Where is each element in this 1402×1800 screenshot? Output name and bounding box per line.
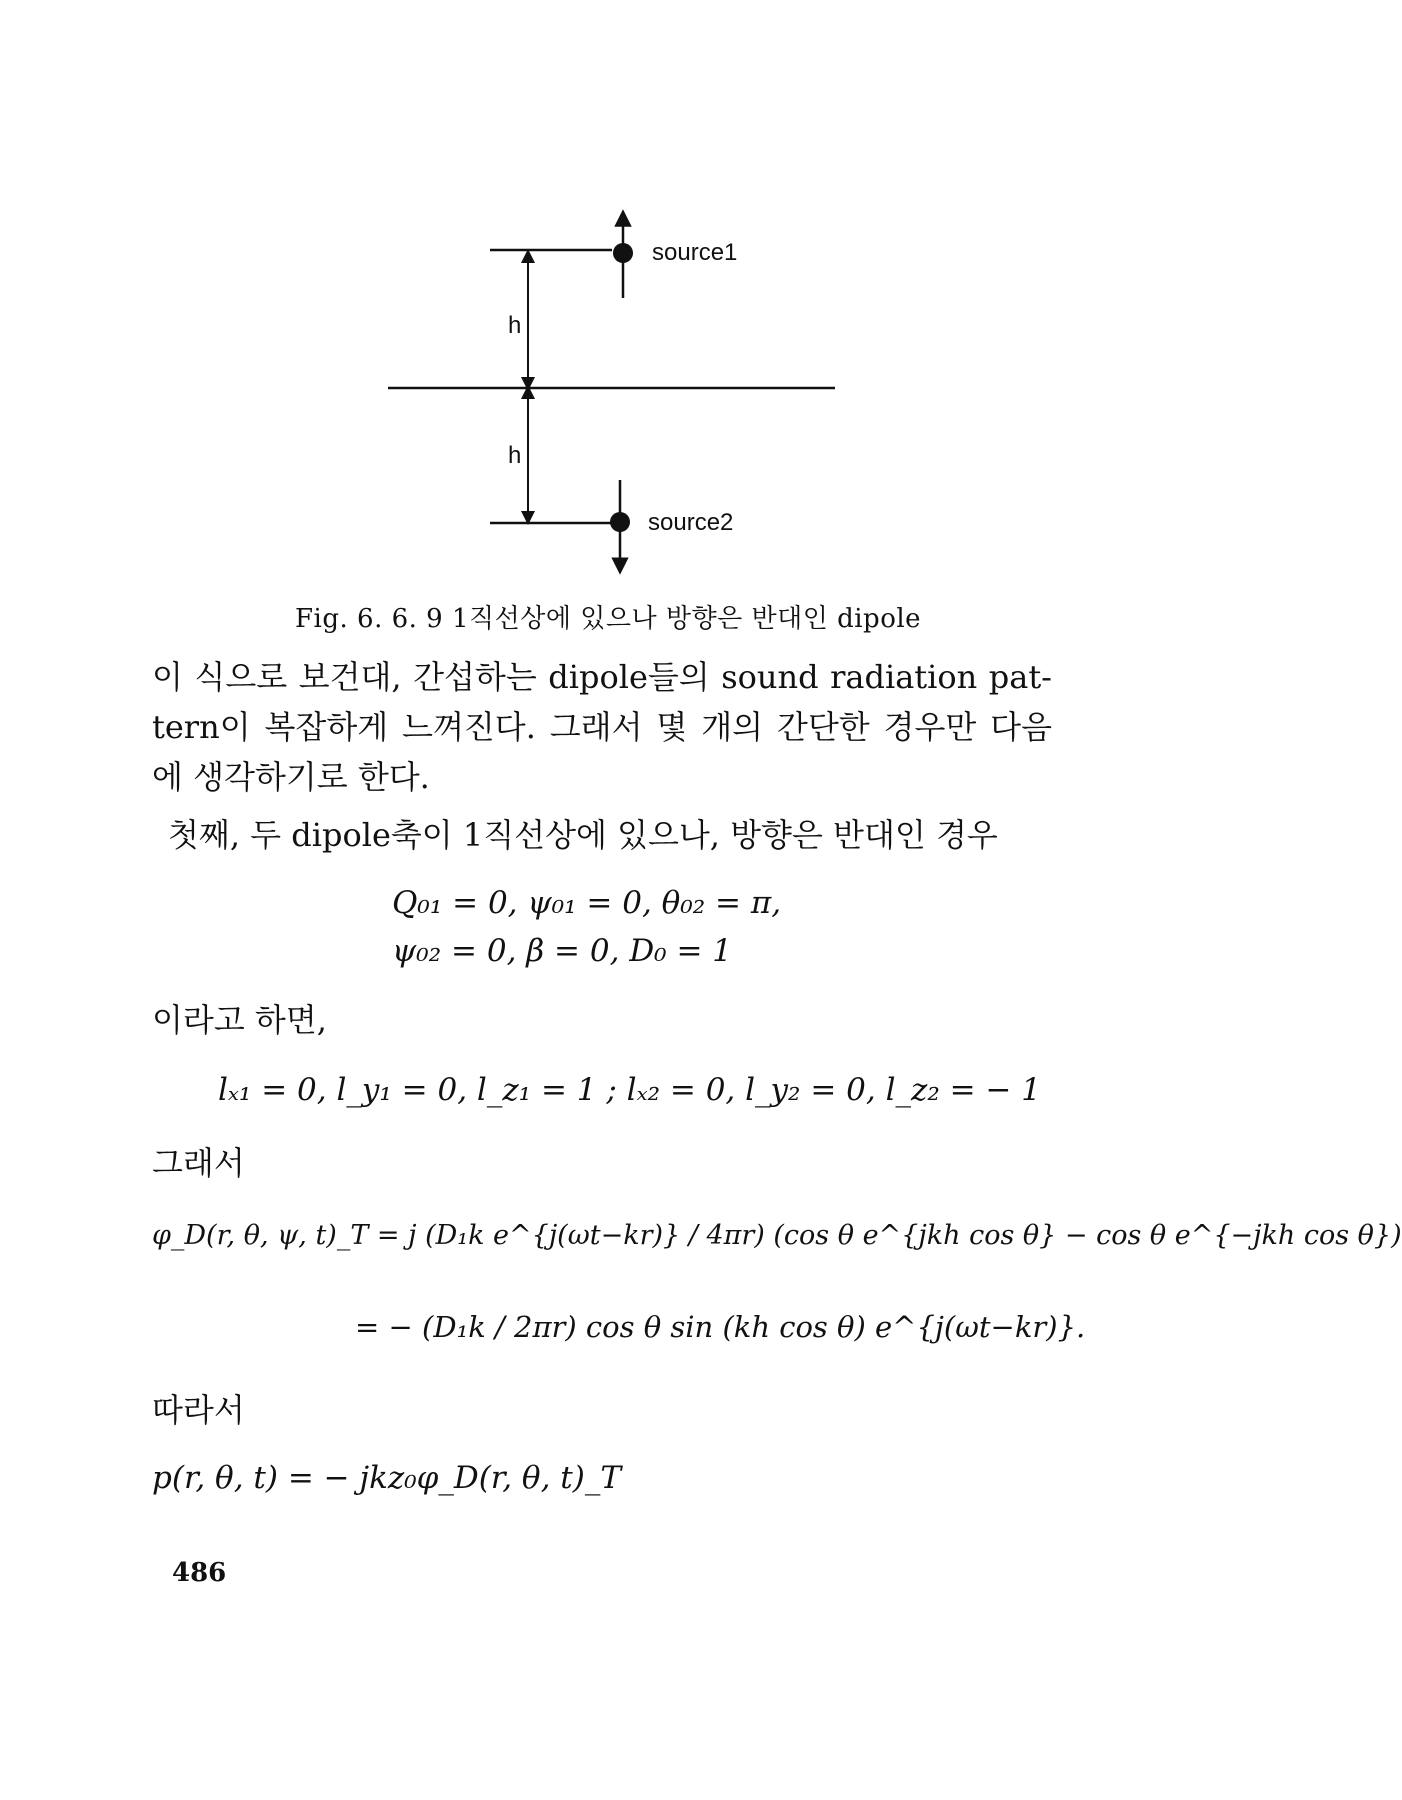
equation-direction-cosines: lₓ₁ = 0, l_y₁ = 0, l_z₁ = 1 ; lₓ₂ = 0, l_y₂ = 0, l_z₂ = − 1	[218, 1072, 1041, 1108]
source1-label: source1	[652, 239, 738, 266]
paragraph-intro-line-2: tern이 복잡하게 느껴진다. 그래서 몇 개의 간단한 경우만 다음	[152, 708, 1052, 746]
h-upper-label: h	[508, 312, 522, 339]
source2-label: source2	[648, 509, 734, 536]
equation-velocity-potential-simplified: = − (D₁k / 2πr) cos θ sin (kh cos θ) e^{j(ωt−kr)}.	[355, 1310, 1086, 1344]
dipole-figure	[0, 0, 1200, 600]
equation-parameters-line-1: Q₀₁ = 0, ψ₀₁ = 0, θ₀₂ = π,	[392, 885, 782, 921]
text-ttaraseo: 따라서	[152, 1391, 245, 1429]
text-geuraeseo: 그래서	[152, 1144, 245, 1182]
paragraph-intro-line-3: 에 생각하기로 한다.	[152, 758, 430, 796]
paragraph-intro-line-1: 이 식으로 보건대, 간섭하는 dipole들의 sound radiation pat-	[152, 658, 1052, 696]
source2-dot	[610, 512, 630, 532]
h-lower-label: h	[508, 442, 522, 469]
paragraph-first-case: 첫째, 두 dipole축이 1직선상에 있으나, 방향은 반대인 경우	[168, 816, 998, 854]
figure-caption: Fig. 6. 6. 9 1직선상에 있으나 방향은 반대인 dipole	[295, 604, 922, 634]
equation-velocity-potential: φ_D(r, θ, ψ, t)_T = j (D₁k e^{j(ωt−kr)} / 4πr) (cos θ e^{jkh cos θ} − cos θ e^{−jkh cos θ})	[152, 1220, 1402, 1251]
equation-parameters-line-2: ψ₀₂ = 0, β = 0, D₀ = 1	[392, 933, 733, 969]
equation-pressure: p(r, θ, t) = − jkz₀φ_D(r, θ, t)_T	[152, 1460, 622, 1496]
text-ilago: 이라고 하면,	[152, 1001, 327, 1039]
page-number: 486	[172, 1558, 227, 1588]
source1-dot	[613, 243, 633, 263]
paragraph-intro	[152, 652, 1052, 802]
